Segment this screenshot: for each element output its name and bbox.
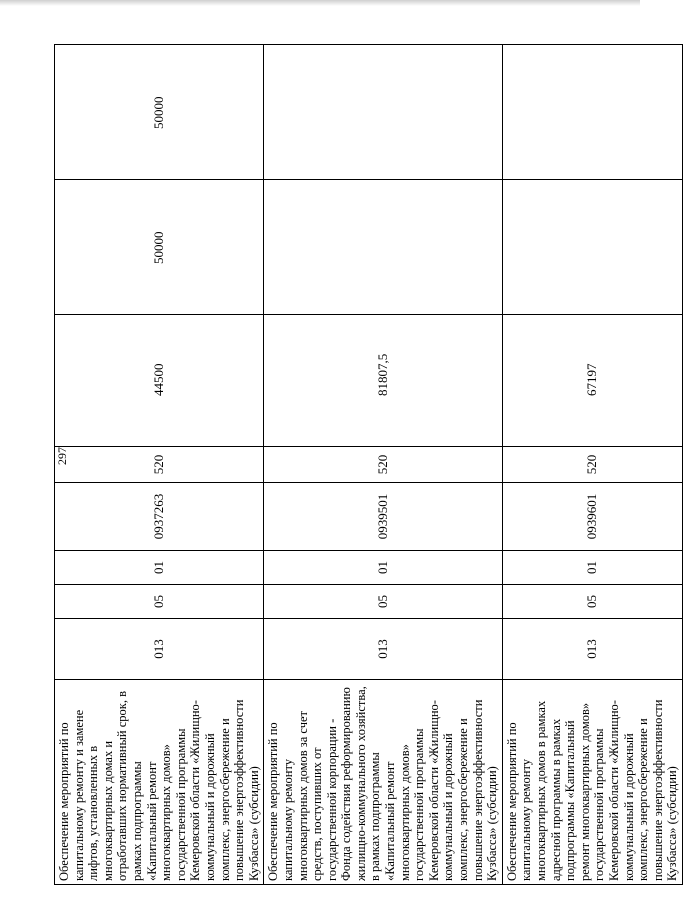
section-code: 05 [502, 585, 682, 619]
scan-top-edge [0, 0, 640, 6]
row-description: Обеспечение мероприятий по капитальному ремонту и замене лифтов, установленных в многоквартирных домах и отработавших нормативный срок, в рамках подпрограммы «Капитальный ремонт многоквартирных домов» государственной программы Кемеровской области «Жилищно-коммунальный и дорожный комплекс, энергосбережение и повышение энергоэффективности Кузбасса» (субсидии) [55, 680, 264, 885]
ministry-code: 013 [502, 619, 682, 680]
amount-year-1: 81807,5 [264, 315, 503, 447]
ministry-code: 013 [264, 619, 503, 680]
budget-table [54, 44, 683, 885]
expense-type-code: 520 [264, 447, 503, 483]
subsection-code: 01 [264, 551, 503, 585]
section-code: 05 [55, 585, 264, 619]
amount-year-2 [264, 180, 503, 315]
expense-type-code: 520 [502, 447, 682, 483]
amount-year-1: 67197 [502, 315, 682, 447]
amount-year-3 [264, 45, 503, 180]
amount-year-2 [502, 180, 682, 315]
ministry-code: 013 [55, 619, 264, 680]
target-article-code: 0937263 [55, 483, 264, 551]
subsection-code: 01 [55, 551, 264, 585]
target-article-code: 0939601 [502, 483, 682, 551]
rotated-table-wrapper [54, 45, 680, 885]
subsection-code: 01 [502, 551, 682, 585]
amount-year-3 [502, 45, 682, 180]
table-row [502, 45, 682, 885]
row-description: Обеспечение мероприятий по капитальному ремонту многоквартирных домов в рамках адресной программы в рамках подпрограммы «Капитальный ремонт многоквартирных домов» государственной программы Кемеровской области «Жилищно-коммунальный и дорожный комплекс, энергосбережение и повышение энергоэффективности Кузбасса» (субсидии) [502, 680, 682, 885]
amount-year-2: 50000 [55, 180, 264, 315]
section-code: 05 [264, 585, 503, 619]
expense-type-code: 520 [55, 447, 264, 483]
row-description: Обеспечение мероприятий по капитальному ремонту многоквартирных домов за счет средств, поступивших от государственной корпорации - Фонда содействия реформированию жилищно-коммунального хозяйства, в рамках подпрограммы «Капитальный ремонт многоквартирных домов» государственной программы Кемеровской области «Жилищно-коммунальный и дорожный комплекс, энергосбережение и повышение энергоэффективности Кузбасса» (субсидии) [264, 680, 503, 885]
amount-year-3: 50000 [55, 45, 264, 180]
table-row [264, 45, 503, 885]
table-row [55, 45, 264, 885]
page-number: 297 [55, 447, 69, 465]
target-article-code: 0939501 [264, 483, 503, 551]
amount-year-1: 44500 [55, 315, 264, 447]
